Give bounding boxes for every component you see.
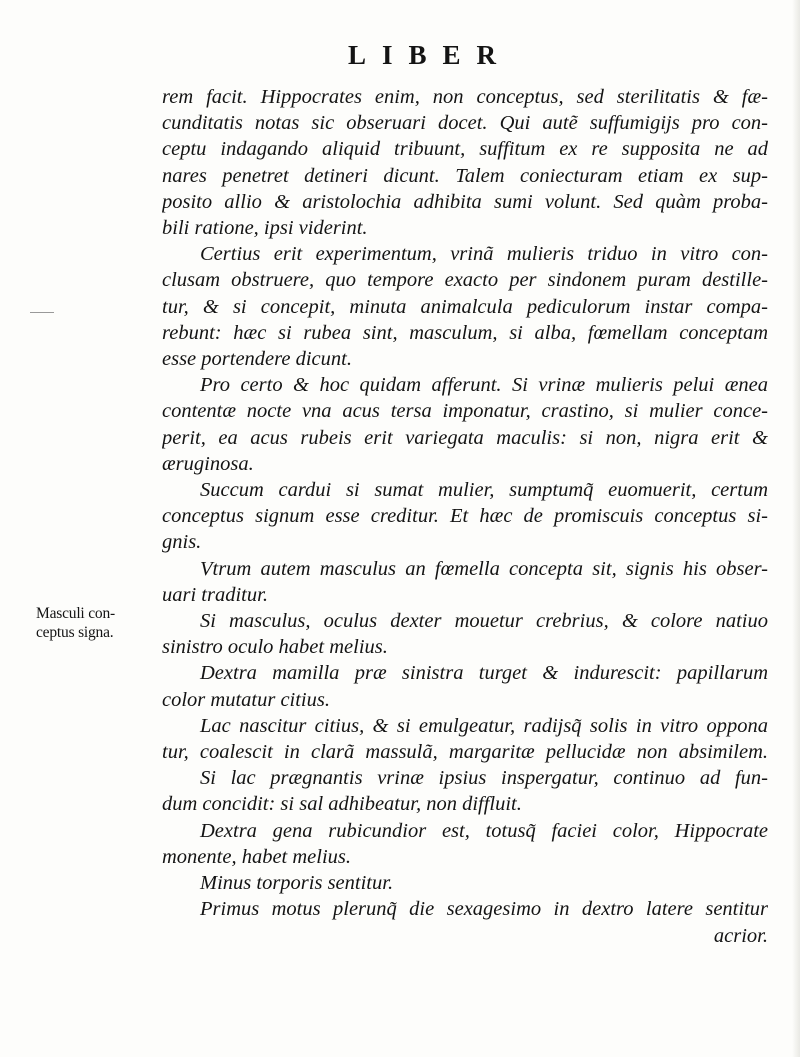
text-line: cunditatis notas sic obseruari docet. Qui autẽ suffumigijs pro con- bbox=[162, 112, 768, 135]
text-line: nares penetret detineri dicunt. Talem coniecturam etiam ex sup- bbox=[162, 164, 768, 187]
page-edge bbox=[792, 0, 800, 1057]
text-line: Primus motus plerunq̃ die sexagesimo in dextro latere sentitur bbox=[200, 898, 768, 921]
margin-note-line-1: Masculi con- bbox=[36, 605, 115, 622]
text-line: tur, & si concepit, minuta animalcula pediculorum instar compa- bbox=[162, 295, 768, 318]
text-line: gnis. bbox=[162, 531, 202, 554]
text-line: esse portendere dicunt. bbox=[162, 348, 352, 371]
text-line: posito allio & aristolochia adhibita sumi volunt. Sed quàm proba- bbox=[162, 190, 768, 213]
text-line: tur, coalescit in clarã massulã, margaritæ pellucidæ non absimilem. bbox=[162, 741, 768, 764]
text-line: sinistro oculo habet melius. bbox=[162, 636, 388, 659]
margin-note-line-2: ceptus signa. bbox=[36, 624, 114, 641]
text-line: monente, habet melius. bbox=[162, 845, 352, 868]
text-line: Dextra mamilla præ sinistra turget & indurescit: papillarum bbox=[200, 662, 768, 685]
text-line: Succum cardui si sumat mulier, sumptumq̃ euomuerit, certum bbox=[200, 479, 768, 502]
text-line: Pro certo & hoc quidam afferunt. Si vrinæ mulieris pelui ænea bbox=[200, 374, 768, 397]
text-line: Certius erit experimentum, vrinã mulieris triduo in vitro con- bbox=[200, 243, 768, 266]
text-line: Minus torporis sentitur. bbox=[200, 872, 394, 895]
text-line: acrior. bbox=[713, 924, 768, 947]
text-line: conceptus signum esse creditur. Et hæc de promiscuis conceptus si- bbox=[162, 505, 768, 528]
margin-rule bbox=[30, 312, 54, 313]
text-line: clusam obstruere, quo tempore exacto per sindonem puram destille- bbox=[162, 269, 768, 292]
running-header: LIBER bbox=[347, 40, 513, 70]
text-line: Si lac prægnantis vrinæ ipsius inspergatur, continuo ad fun- bbox=[200, 767, 768, 790]
margin-note bbox=[36, 604, 154, 642]
text-line: rebunt: hæc si rubea sint, masculum, si alba, fœmellam conceptam bbox=[162, 321, 768, 344]
text-line: dum concidit: si sal adhibeatur, non diffluit. bbox=[162, 793, 522, 816]
text-line: Lac nascitur citius, & si emulgeatur, radijsq̃ solis in vitro oppona bbox=[200, 714, 768, 737]
text-line: contentæ nocte vna acus tersa imponatur, crastino, si mulier conce- bbox=[162, 400, 768, 423]
body-text bbox=[162, 84, 768, 949]
text-line: perit, ea acus rubeis erit variegata maculis: si non, nigra erit & bbox=[162, 426, 768, 449]
text-line: Vtrum autem masculus an fœmella concepta sit, signis his obser- bbox=[200, 557, 768, 580]
text-line: Dextra gena rubicundior est, totusq̃ faciei color, Hippocrate bbox=[200, 819, 768, 842]
text-line: Si masculus, oculus dexter mouetur crebrius, & colore natiuo bbox=[200, 610, 768, 633]
text-line: uari traditur. bbox=[162, 583, 268, 606]
text-line: ceptu indagando aliquid tribuunt, suffitum ex re supposita ne ad bbox=[162, 138, 768, 161]
text-line: æruginosa. bbox=[162, 452, 254, 475]
text-line: color mutatur citius. bbox=[162, 688, 330, 711]
text-line: rem facit. Hippocrates enim, non conceptus, sed sterilitatis & fæ- bbox=[162, 86, 768, 108]
text-line: bili ratione, ipsi viderint. bbox=[162, 217, 368, 240]
